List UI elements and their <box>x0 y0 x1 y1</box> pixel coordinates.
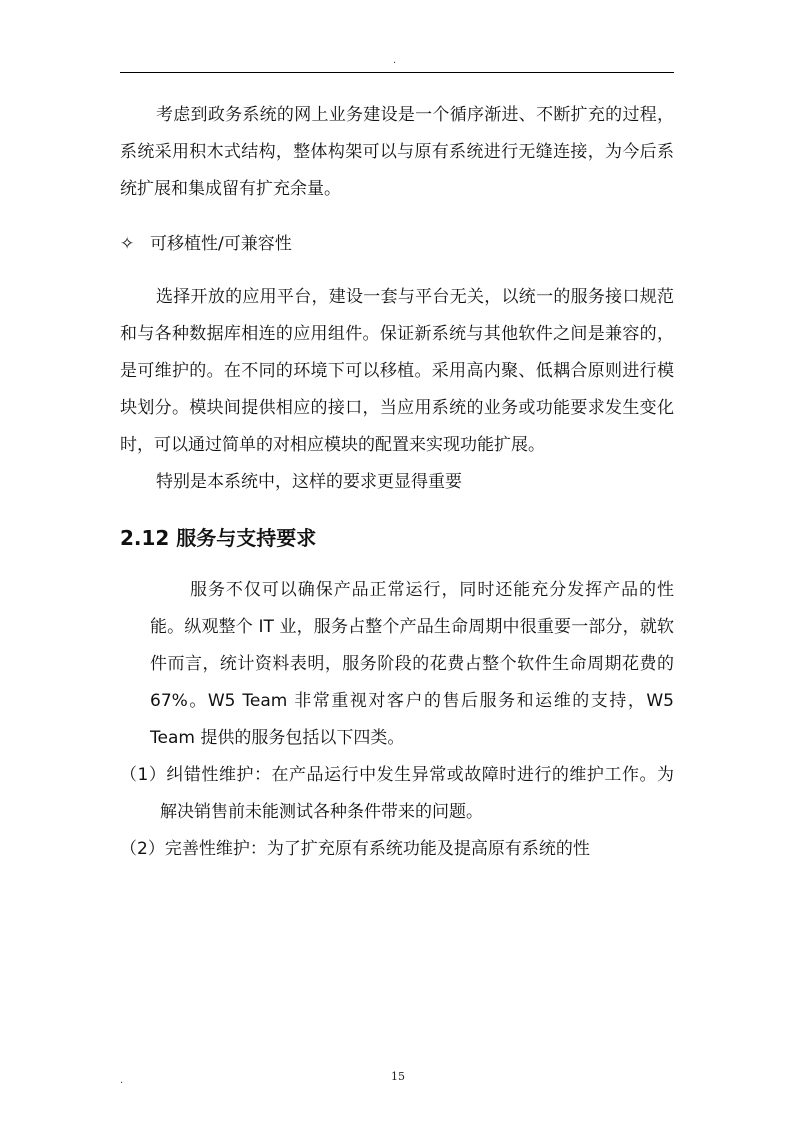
paragraph-service-intro: 服务不仅可以确保产品正常运行，同时还能充分发挥产品的性能。纵观整个 IT 业，服务占整个产品生命周期中很重要一部分，就软件而言，统计资料表明，服务阶段的花费占整个软件生命周期花费的 67%。W5 Team 非常重视对客户的售后服务和运维的支持，W5 Team 提供的服务包括以下四类。 <box>150 580 674 748</box>
header-rule <box>120 72 674 73</box>
paragraph-portability: 选择开放的应用平台，建设一套与平台无关，以统一的服务接口规范和与各种数据库相连的应用组件。保证新系统与其他软件之间是兼容的，是可维护的。在不同的环境下可以移植。采用高内聚、低耦合原则进行模块划分。模块间提供相应的接口，当应用系统的业务或功能要求发生变化时，可以通过简单的对相应模块的配置来实现功能扩展。 <box>120 287 674 455</box>
list-item-perfective-maintenance: （2）完善性维护：为了扩充原有系统功能及提高原有系统的性 <box>120 839 590 859</box>
diamond-bullet-icon: ✧ <box>120 234 135 254</box>
bullet-heading-portability <box>120 226 674 263</box>
page-content <box>120 97 674 868</box>
paragraph-importance: 特别是本系统中，这样的要求更显得重要 <box>156 472 462 492</box>
footer-mark: . <box>120 1075 124 1086</box>
section-heading-service-support: 2.12 服务与支持要求 <box>120 526 317 550</box>
service-block <box>150 572 674 757</box>
paragraph-expandability: 考虑到政务系统的网上业务建设是一个循序渐进、不断扩充的过程，系统采用积木式结构，整体构架可以与原有系统进行无缝连接，为今后系统扩展和集成留有扩充余量。 <box>120 105 674 199</box>
page-number: 15 <box>391 1070 405 1083</box>
bullet-heading-label: 可移植性/可兼容性 <box>150 234 292 254</box>
list-item-corrective-maintenance: （1）纠错性维护：在产品运行中发生异常或故障时进行的维护工作。为解决销售前未能测试各种条件带来的问题。 <box>120 765 674 822</box>
header-mark: . <box>393 55 397 66</box>
